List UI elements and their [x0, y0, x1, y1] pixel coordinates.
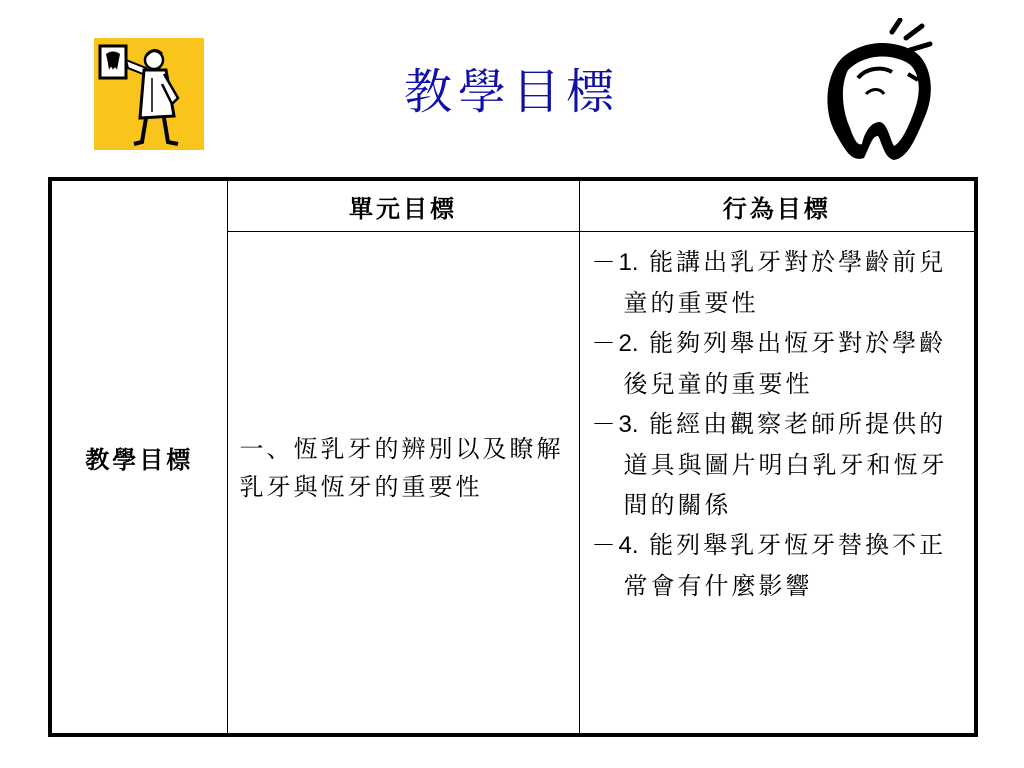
behavior-goal-cell	[579, 232, 976, 736]
list-item	[592, 525, 969, 606]
col-header-unit-goal: 單元目標	[227, 179, 579, 232]
dash-marker: －	[591, 410, 619, 438]
list-item	[592, 242, 969, 323]
table-header-row	[50, 179, 976, 232]
list-item	[592, 404, 969, 525]
item-text: 能列舉乳牙恆牙替換不正常會有什麼影響	[623, 531, 947, 600]
list-item	[592, 323, 969, 404]
dash-marker: －	[591, 248, 619, 276]
unit-goal-cell: 一、恆乳牙的辨別以及瞭解乳牙與恆牙的重要性	[227, 232, 579, 736]
item-number: 3.	[618, 411, 639, 438]
item-number: 4.	[618, 532, 639, 559]
goal-table	[48, 177, 978, 737]
item-text: 能夠列舉出恆牙對於學齡後兒童的重要性	[623, 329, 947, 398]
slide-title: 教學目標	[403, 64, 620, 120]
dash-marker: －	[591, 531, 619, 559]
item-text: 能講出乳牙對於學齡前兒童的重要性	[623, 248, 947, 317]
item-number: 2.	[618, 330, 639, 357]
col-header-behavior-goal: 行為目標	[579, 179, 976, 232]
item-number: 1.	[618, 249, 639, 276]
behavior-goal-list	[580, 232, 975, 606]
dash-marker: －	[591, 329, 619, 357]
item-text: 能經由觀察老師所提供的道具與圖片明白乳牙和恆牙間的關係	[623, 410, 948, 519]
tooth-clipart	[822, 18, 938, 166]
dentist-clipart	[94, 38, 204, 150]
row-header-cell: 教學目標	[50, 179, 227, 735]
